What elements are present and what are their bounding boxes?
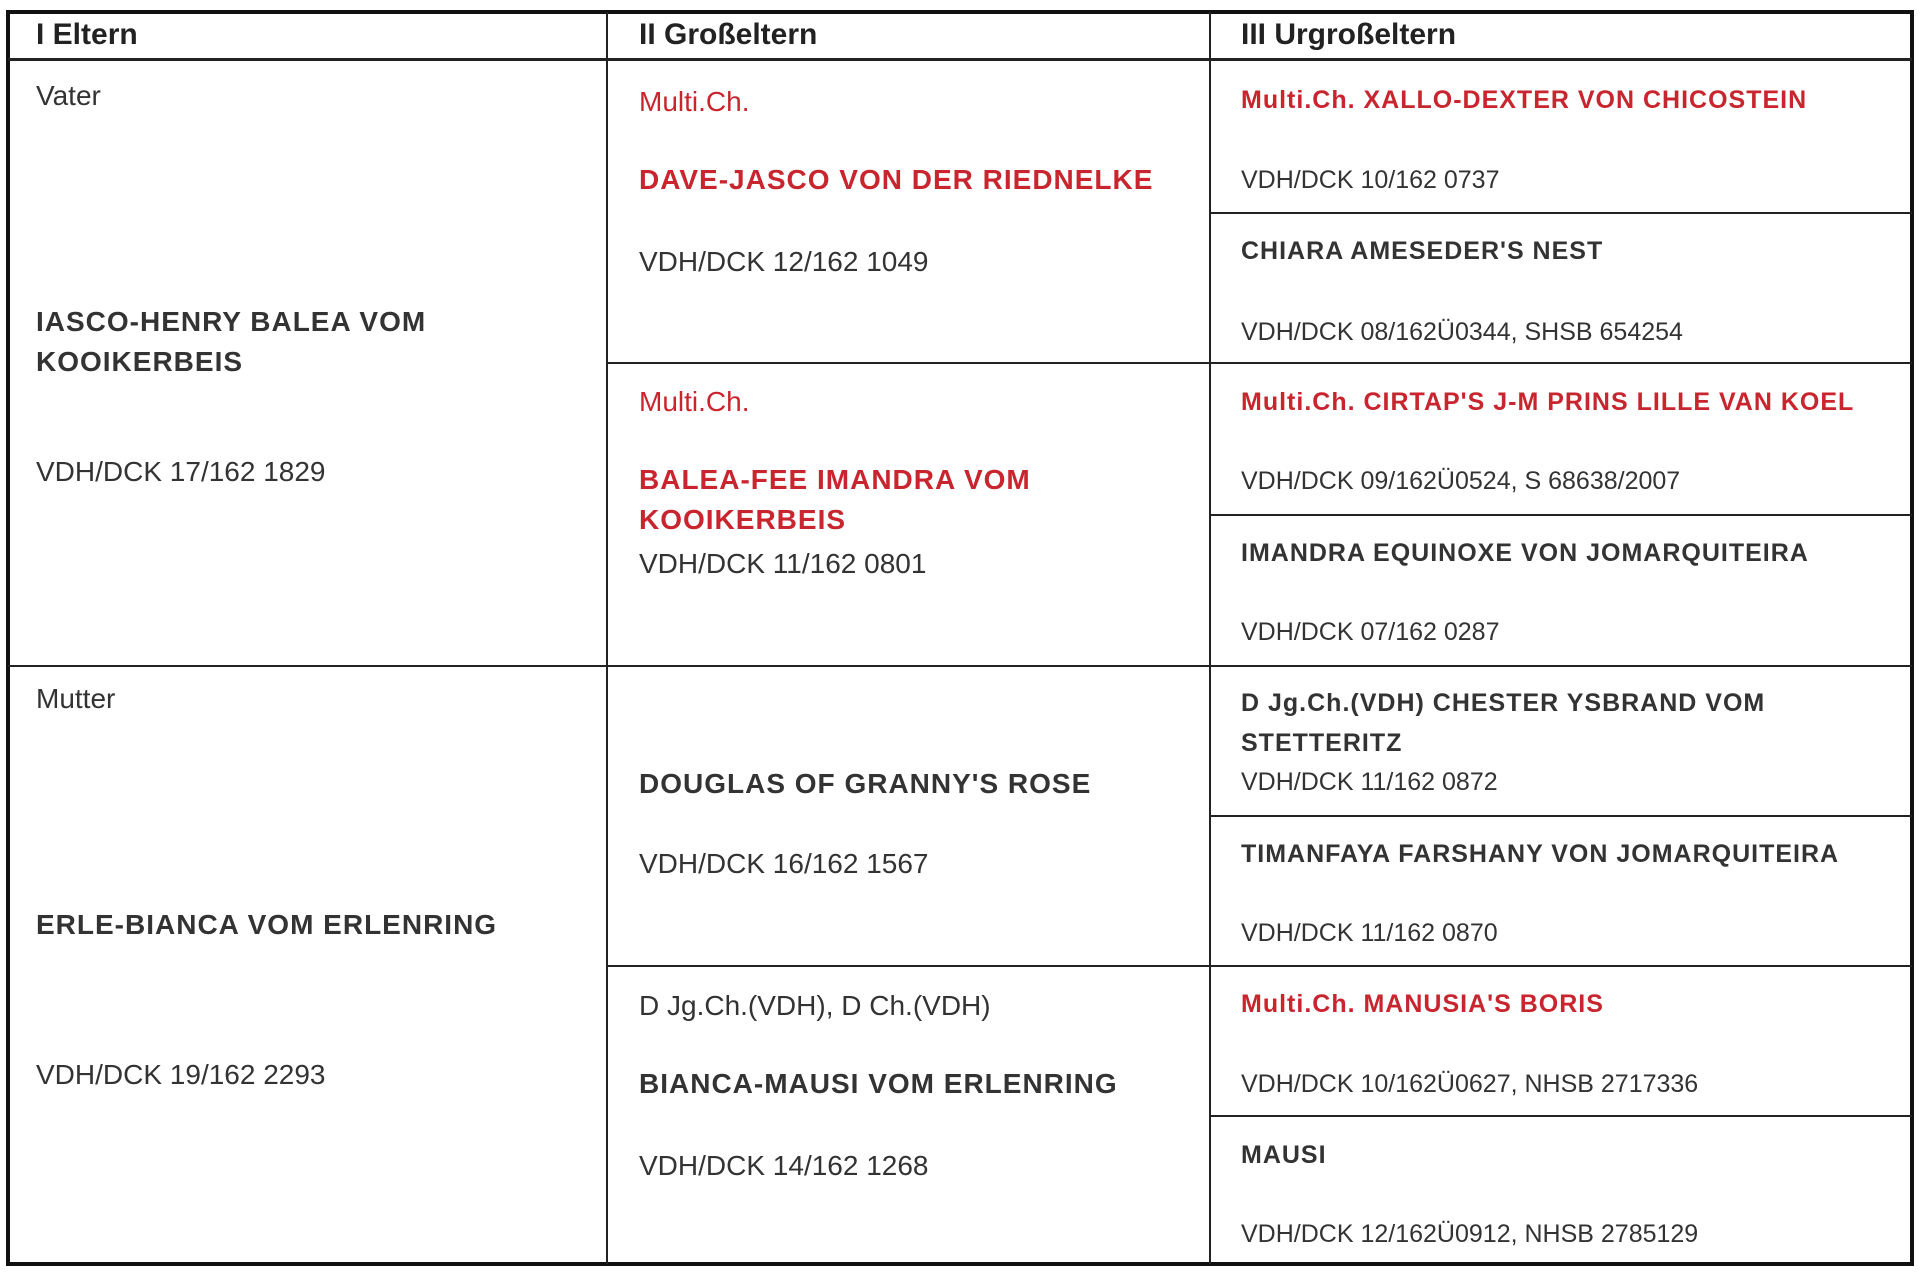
father-name: IASCO-HENRY BALEA VOM KOOIKERBEIS: [36, 306, 427, 377]
grandparents-divider-1: [606, 362, 1912, 364]
mother-label: Mutter: [36, 683, 116, 714]
ggp8-reg: VDH/DCK 12/162Ü0912, NHSB 2785129: [1241, 1220, 1699, 1248]
col-divider-1: [606, 12, 608, 1264]
ggp4-name: IMANDRA EQUINOXE VON JOMARQUITEIRA: [1241, 539, 1809, 567]
ggp3-name-line: [1241, 388, 1854, 417]
header-grandparents: II Großeltern: [639, 18, 818, 51]
ggp3-name: CIRTAP'S J-M PRINS LILLE VAN KOEL: [1363, 388, 1855, 416]
ggp7-name-line: [1241, 990, 1604, 1019]
gp1-title: Multi.Ch.: [639, 86, 750, 117]
gp4-name: BIANCA-MAUSI VOM ERLENRING: [639, 1068, 1118, 1099]
ggp-divider-2: [1209, 514, 1912, 516]
ggp1-reg: VDH/DCK 10/162 0737: [1241, 166, 1500, 194]
ggp2-reg: VDH/DCK 08/162Ü0344, SHSB 654254: [1241, 318, 1683, 346]
ggp7-name: MANUSIA'S BORIS: [1363, 990, 1604, 1018]
gp3-reg: VDH/DCK 16/162 1567: [639, 848, 929, 879]
ggp-divider-4: [1209, 1115, 1912, 1117]
ggp6-reg: VDH/DCK 11/162 0870: [1241, 919, 1498, 947]
grandparents-divider-2: [606, 965, 1912, 967]
ggp8-name: MAUSI: [1241, 1141, 1327, 1169]
gp2-name: BALEA-FEE IMANDRA VOM KOOIKERBEIS: [639, 464, 1031, 535]
ggp7-reg: VDH/DCK 10/162Ü0627, NHSB 2717336: [1241, 1070, 1699, 1098]
ggp6-name: TIMANFAYA FARSHANY VON JOMARQUITEIRA: [1241, 840, 1840, 868]
ggp7-title: Multi.Ch.: [1241, 990, 1356, 1018]
ggp1-name-line: [1241, 86, 1807, 115]
header-divider: [8, 58, 1912, 61]
gp2-reg: VDH/DCK 11/162 0801: [639, 548, 927, 579]
ggp-divider-1: [1209, 212, 1912, 214]
header-parents: I Eltern: [36, 18, 138, 51]
gp1-name: DAVE-JASCO VON DER RIEDNELKE: [639, 164, 1154, 195]
ggp5-reg: VDH/DCK 11/162 0872: [1241, 768, 1498, 796]
gp1-reg: VDH/DCK 12/162 1049: [639, 246, 929, 277]
gp3-name: DOUGLAS OF GRANNY'S ROSE: [639, 768, 1092, 799]
gp2-title: Multi.Ch.: [639, 386, 750, 417]
ggp-divider-3: [1209, 815, 1912, 817]
ggp5-name: D Jg.Ch.(VDH) CHESTER YSBRAND VOM STETTERITZ: [1241, 689, 1766, 757]
header-great-grandparents: III Urgroßeltern: [1241, 18, 1457, 51]
ggp3-title: Multi.Ch.: [1241, 388, 1356, 416]
col-divider-2: [1209, 12, 1211, 1264]
father-reg: VDH/DCK 17/162 1829: [36, 456, 326, 487]
parents-divider: [8, 665, 1912, 667]
mother-name: ERLE-BIANCA VOM ERLENRING: [36, 909, 498, 940]
ggp4-reg: VDH/DCK 07/162 0287: [1241, 618, 1500, 646]
ggp1-title: Multi.Ch.: [1241, 86, 1356, 114]
ggp1-name: XALLO-DEXTER VON CHICOSTEIN: [1363, 86, 1808, 114]
father-label: Vater: [36, 80, 101, 111]
mother-reg: VDH/DCK 19/162 2293: [36, 1059, 326, 1090]
gp4-reg: VDH/DCK 14/162 1268: [639, 1150, 929, 1181]
ggp2-name: CHIARA AMESEDER'S NEST: [1241, 237, 1604, 265]
gp4-title: D Jg.Ch.(VDH), D Ch.(VDH): [639, 990, 991, 1021]
ggp3-reg: VDH/DCK 09/162Ü0524, S 68638/2007: [1241, 467, 1681, 495]
